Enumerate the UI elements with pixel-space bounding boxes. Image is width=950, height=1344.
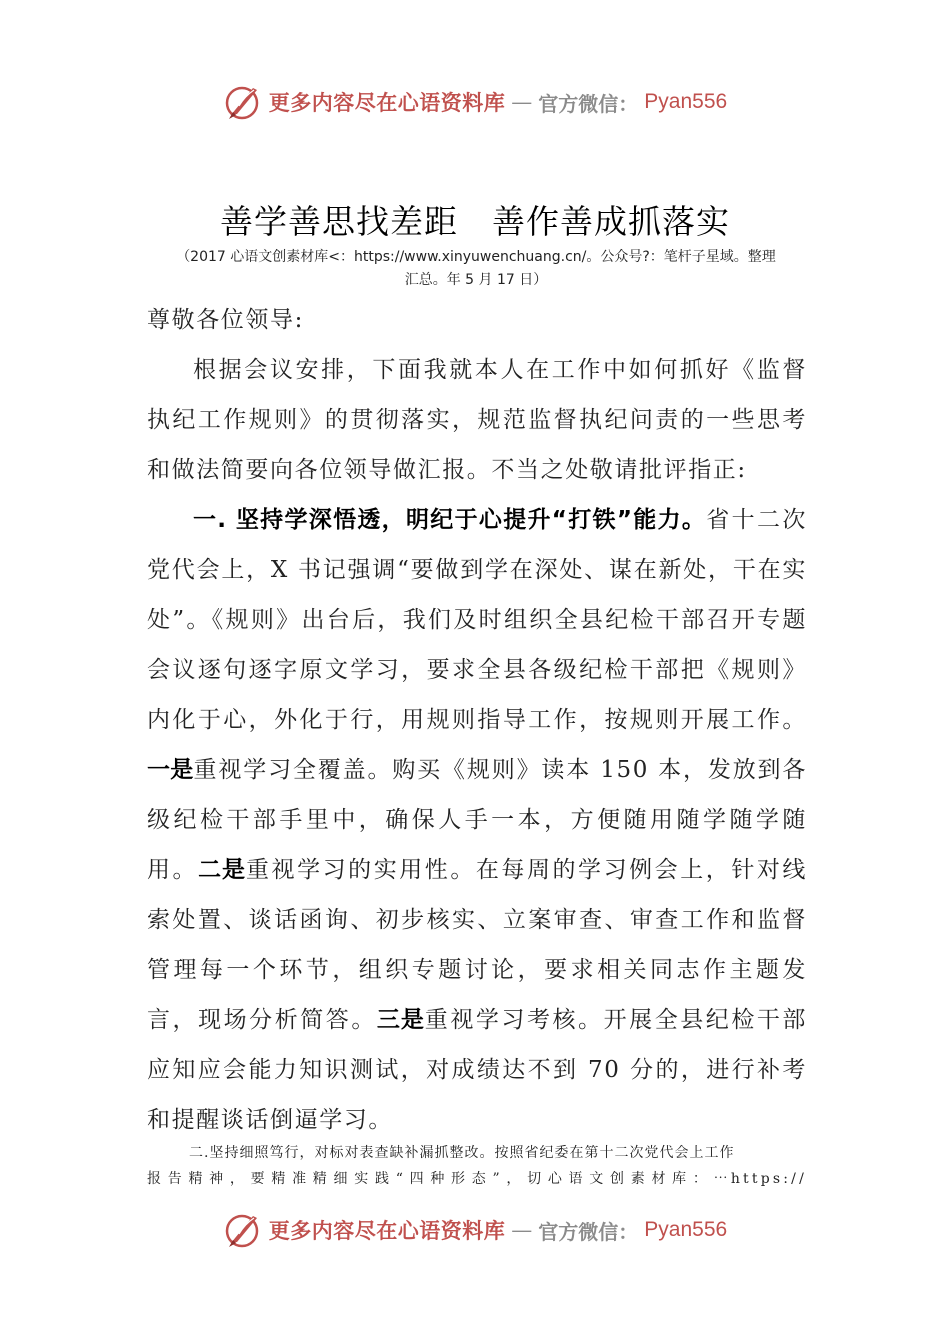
source-note-line-1: （2017 心语文创素材库<：https://www.xinyuwenchuang.cn/。公众号?：笔杆子星域。整理	[176, 249, 776, 265]
point-2-label: 二是	[198, 857, 246, 883]
quill-logo-icon	[223, 1210, 263, 1250]
section-2-line-1: 二.坚持细照笃行，对标对表查缺补漏抓整改。按照省纪委在第十二次党代会上工作	[189, 1145, 735, 1161]
source-note-line-2: 汇总。年 5 月 17 日）	[404, 272, 548, 288]
banner-wechat-id: Pyan556	[644, 90, 728, 113]
point-3-label: 三是	[376, 1007, 425, 1033]
banner-dash: —	[511, 90, 533, 114]
section-1-heading: 一. 坚持学深悟透，明纪于心提升“打铁”能力。	[193, 507, 707, 533]
banner-wechat-id: Pyan556	[644, 1218, 728, 1241]
banner-brand-text: 更多内容尽在心语资料库	[268, 90, 506, 115]
banner-brand-text: 更多内容尽在心语资料库	[268, 1218, 506, 1243]
quill-logo-icon	[223, 82, 263, 122]
point-2-text: 重视学习的实用性。在每周的学习例会上，针对线索处置、谈话函询、初步核实、立案审查、审查工作和监督管理每一个环节，组织专题讨论，要求相关同志作主题发言，现场分析简答。	[147, 857, 808, 1033]
footer-banner	[0, 1210, 950, 1250]
section-2-paragraph	[147, 1140, 807, 1192]
banner-dash: —	[511, 1218, 533, 1242]
section-1-paragraph	[147, 495, 807, 1145]
document-title: 善学善思找差距 善作善成抓落实	[220, 202, 730, 241]
document-body	[147, 295, 807, 1145]
source-note	[148, 246, 804, 292]
banner-wechat-label: 官方微信：	[538, 91, 639, 116]
point-1-text: 重视学习全覆盖。购买《规则》读本 150 本，发放到各级纪检干部手里中，确保人手一本，方便随用随学随学随用。	[147, 757, 808, 883]
section-1-text: 省十二次党代会上，X 书记强调“要做到学在深处、谋在新处，干在实处”。《规则》出台后，我们及时组织全县纪检干部召开专题会议逐句逐字原文学习，要求全县各级纪检干部把《规则》内化于心，外化于行，用规则指导工作，按规则开展工作。	[147, 507, 808, 733]
section-2-line-2: 报告精神，要精准精细实践“四种形态”，切心语文创素材库：⋯https://	[147, 1171, 807, 1187]
banner-wechat-label: 官方微信：	[538, 1219, 639, 1244]
header-banner	[0, 82, 950, 122]
intro-paragraph: 根据会议安排，下面我就本人在工作中如何抓好《监督执纪工作规则》的贯彻落实，规范监督执纪问责的一些思考和做法简要向各位领导做汇报。不当之处敬请批评指正:	[147, 357, 807, 483]
salutation: 尊敬各位领导:	[147, 307, 304, 333]
point-3-text: 重视学习考核。开展全县纪检干部应知应会能力知识测试，对成绩达不到 70 分的，进行补考和提醒谈话倒逼学习。	[147, 1007, 808, 1133]
point-1-label: 一是	[147, 757, 194, 783]
